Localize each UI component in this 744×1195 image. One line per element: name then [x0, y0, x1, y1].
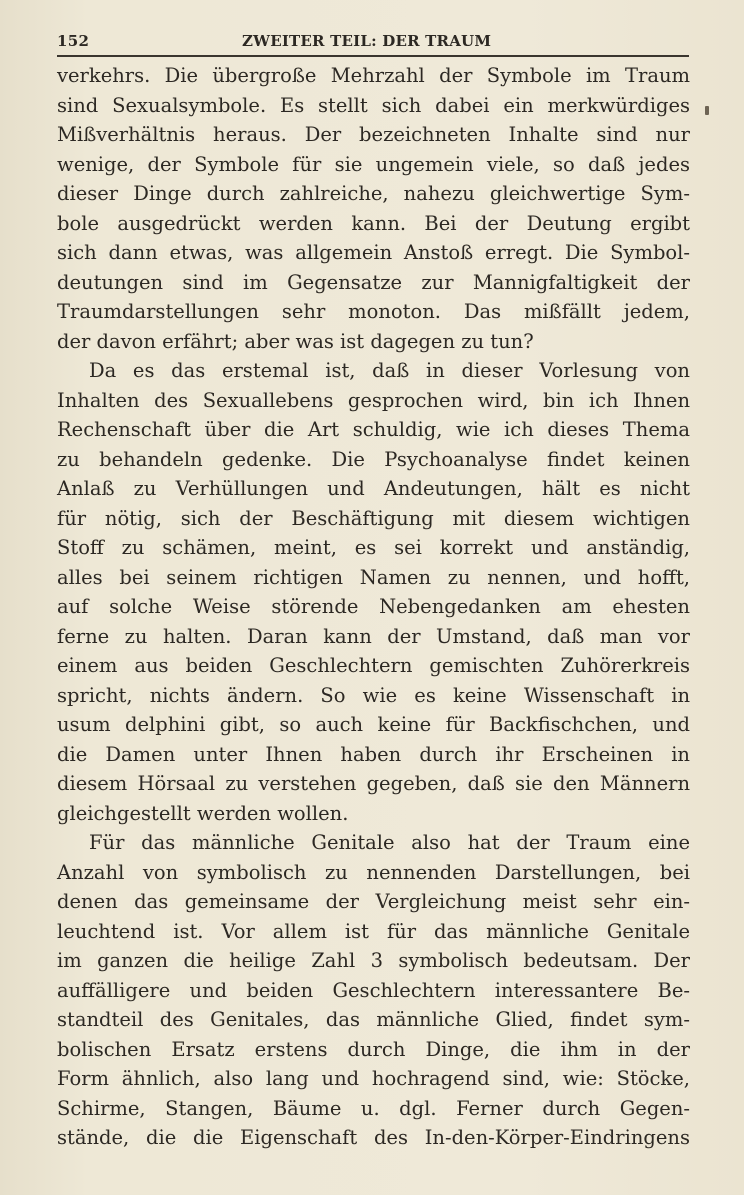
- paragraph-first-line: Für das männliche Genitale also hat der Traum eine: [89, 831, 690, 854]
- text-line: usum delphini gibt, so auch keine für Backfischchen, und: [57, 713, 690, 736]
- text-line: sind Sexualsymbole. Es stellt sich dabei ein merkwürdiges: [57, 93, 690, 117]
- text-line: deutungen sind im Gegensatze zur Mannigfaltigkeit der: [57, 270, 690, 294]
- text-line: für nötig, sich der Beschäftigung mit diesem wichtigen: [57, 506, 690, 530]
- text-line: gleichgestellt werden wollen.: [57, 801, 349, 825]
- text-line: dieser Dinge durch zahlreiche, nahezu gleichwertige Sym-: [57, 182, 690, 205]
- text-line: standteil des Genitales, das männliche Glied, findet sym-: [57, 1008, 690, 1031]
- page-header: [57, 30, 689, 56]
- text-line: Rechenschaft über die Art schuldig, wie ich dieses Thema: [57, 418, 690, 441]
- text-line: die Damen unter Ihnen haben durch ihr Erscheinen in: [57, 742, 690, 766]
- text-line: Schirme, Stangen, Bäume u. dgl. Ferner durch Gegen-: [57, 1096, 690, 1120]
- text-line: auffälligere und beiden Geschlechtern interessantere Be-: [57, 978, 690, 1002]
- margin-mark: [705, 106, 709, 115]
- text-line: Traumdarstellungen sehr monoton. Das mißfällt jedem,: [57, 300, 690, 323]
- page-number: 152: [57, 32, 90, 50]
- text-line: Mißverhältnis heraus. Der bezeichneten Inhalte sind nur: [57, 123, 690, 146]
- text-line: verkehrs. Die übergroße Mehrzahl der Symbole im Traum: [57, 64, 690, 87]
- text-line: ferne zu halten. Daran kann der Umstand, daß man vor: [57, 624, 690, 648]
- text-line: auf solche Weise störende Nebengedanken am ehesten: [57, 595, 690, 618]
- text-line: denen das gemeinsame der Vergleichung meist sehr ein-: [57, 890, 690, 913]
- text-line: im ganzen die heilige Zahl 3 symbolisch bedeutsam. Der: [57, 949, 690, 972]
- text-line: leuchtend ist. Vor allem ist für das männliche Genitale: [57, 919, 690, 943]
- text-line: Anlaß zu Verhüllungen und Andeutungen, hält es nicht: [57, 477, 690, 500]
- body-text: [57, 61, 690, 1153]
- text-line: alles bei seinem richtigen Namen zu nennen, und hofft,: [57, 565, 690, 589]
- paragraph-first-line: Da es das erstemal ist, daß in dieser Vorlesung von: [89, 359, 690, 382]
- text-line: Form ähnlich, also lang und hochragend sind, wie: Stöcke,: [57, 1067, 690, 1090]
- text-line: zu behandeln gedenke. Die Psychoanalyse findet keinen: [57, 447, 690, 471]
- text-line: der davon erfährt; aber was ist dagegen zu tun?: [57, 329, 534, 353]
- text-line: bolischen Ersatz erstens durch Dinge, die ihm in der: [57, 1037, 690, 1061]
- text-line: spricht, nichts ändern. So wie es keine Wissenschaft in: [57, 683, 690, 707]
- header-rule: [57, 55, 689, 57]
- text-line: sich dann etwas, was allgemein Anstoß erregt. Die Symbol-: [57, 241, 690, 264]
- text-line: stände, die die Eigenschaft des In-den-Körper-Eindringens: [57, 1126, 690, 1149]
- text-line: Stoff zu schämen, meint, es sei korrekt und anständig,: [57, 536, 690, 559]
- text-line: Inhalten des Sexuallebens gesprochen wird, bin ich Ihnen: [57, 388, 690, 412]
- text-line: wenige, der Symbole für sie ungemein viele, so daß jedes: [57, 152, 690, 176]
- text-line: bole ausgedrückt werden kann. Bei der Deutung ergibt: [57, 211, 690, 235]
- text-line: diesem Hörsaal zu verstehen gegeben, daß sie den Männern: [57, 772, 690, 795]
- text-line: Anzahl von symbolisch zu nennenden Darstellungen, bei: [57, 860, 690, 884]
- running-head: ZWEITER TEIL: DER TRAUM: [242, 32, 492, 50]
- text-line: einem aus beiden Geschlechtern gemischten Zuhörerkreis: [57, 654, 690, 677]
